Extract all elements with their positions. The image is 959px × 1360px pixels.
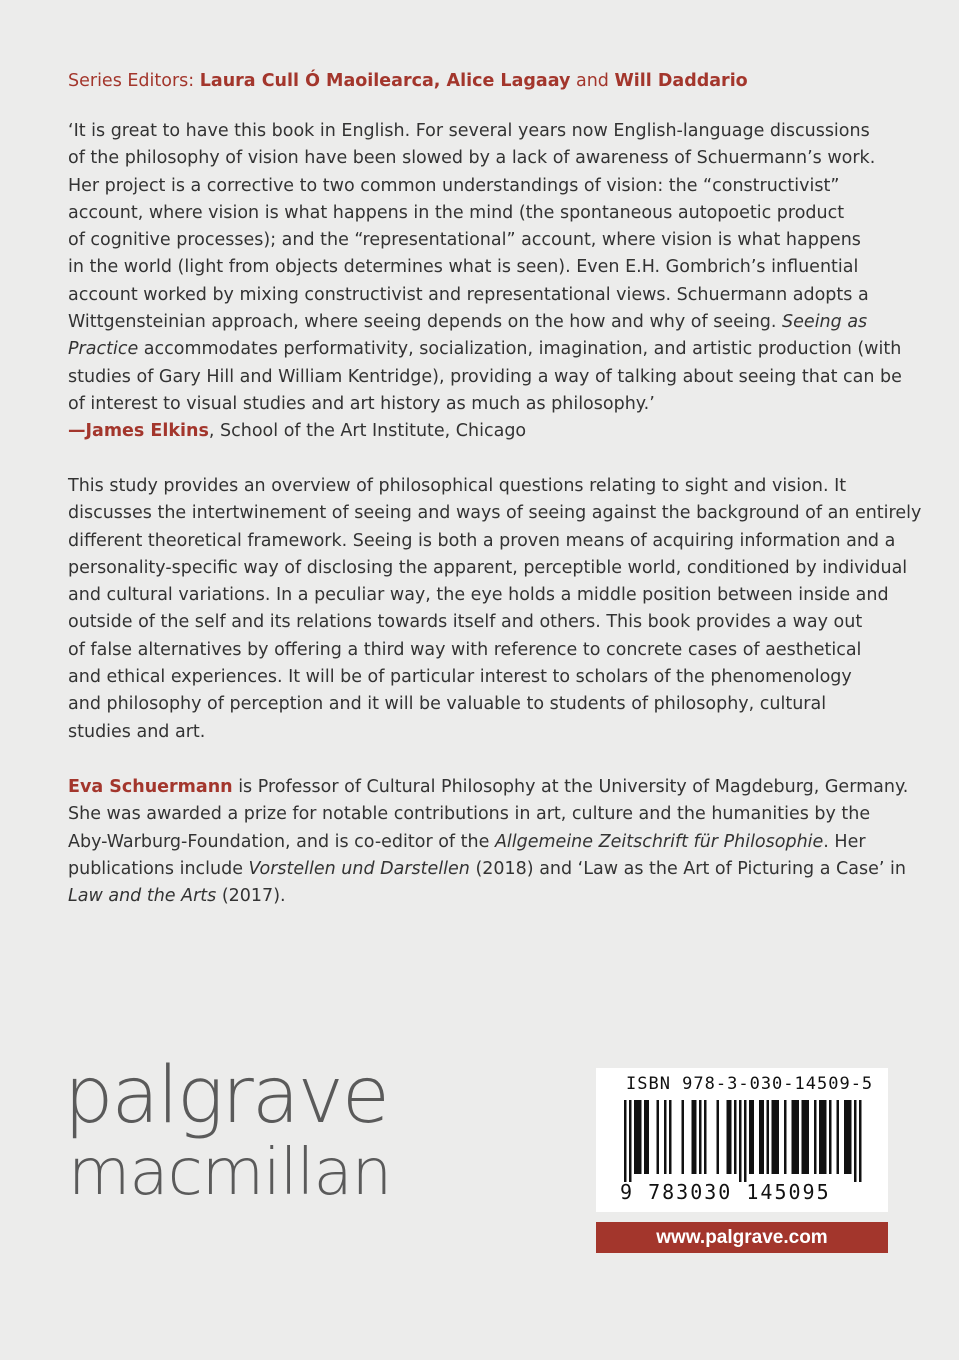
bio-text: Aby-Warburg-Foundation, and is co-editor of the bbox=[68, 831, 495, 852]
description-line: discusses the intertwinement of seeing and ways of seeing against the background of an entirely bbox=[68, 503, 922, 524]
quote-line: studies of Gary Hill and William Kentridge), providing a way of talking about seeing that can be bbox=[68, 366, 902, 387]
barcode-bar bbox=[752, 1100, 755, 1174]
barcode-bar bbox=[634, 1100, 637, 1174]
barcode-bar bbox=[804, 1100, 807, 1174]
barcode-bar bbox=[664, 1100, 667, 1174]
bio-text: . Her bbox=[823, 831, 866, 852]
barcode-bar bbox=[734, 1100, 737, 1174]
editor-separator: , bbox=[433, 71, 447, 91]
bio-line bbox=[68, 856, 906, 883]
publisher-logo bbox=[64, 1051, 392, 1210]
barcode-bar bbox=[814, 1100, 817, 1174]
series-editors bbox=[68, 68, 908, 94]
description-line: and ethical experiences. It will be of particular interest to scholars of the phenomenology bbox=[68, 667, 852, 688]
barcode-bar bbox=[744, 1100, 747, 1182]
barcode-bar bbox=[819, 1100, 822, 1174]
barcode-bar bbox=[797, 1100, 800, 1174]
barcode-bar bbox=[822, 1100, 825, 1174]
description-line: studies and art. bbox=[68, 721, 206, 742]
barcode-bar bbox=[844, 1100, 847, 1174]
barcode-bar bbox=[739, 1100, 742, 1182]
editor-name: Will Daddario bbox=[614, 71, 748, 91]
endorsement-quote bbox=[68, 118, 902, 446]
attribution-dash: — bbox=[68, 421, 86, 442]
logo-line-macmillan: macmillan bbox=[68, 1136, 392, 1210]
barcode-bar bbox=[847, 1100, 850, 1174]
author-bio bbox=[68, 774, 909, 910]
barcode-bar bbox=[767, 1100, 770, 1174]
quote-line: of interest to visual studies and art history as much as philosophy.’ bbox=[68, 393, 655, 414]
barcode-bar bbox=[772, 1100, 775, 1174]
barcode-bar bbox=[762, 1100, 765, 1174]
quote-attribution bbox=[68, 418, 893, 445]
book-title-italic: Practice bbox=[68, 339, 139, 360]
quote-text: Wittgensteinian approach, where seeing depends on the how and why of seeing. bbox=[68, 312, 783, 333]
barcode-bar bbox=[859, 1100, 862, 1182]
barcode-bar bbox=[774, 1100, 777, 1174]
quote-text: accommodates performativity, socialization, imagination, and artistic production (with bbox=[138, 339, 902, 360]
bio-line bbox=[68, 829, 893, 856]
barcode-bar bbox=[777, 1100, 780, 1174]
description-line: different theoretical framework. Seeing is both a proven means of acquiring information and a bbox=[68, 530, 896, 551]
barcode-bar bbox=[717, 1100, 720, 1174]
quote-line bbox=[68, 336, 902, 363]
quote-line: in the world (light from objects determines what is seen). Even E.H. Gombrich’s influential bbox=[68, 257, 859, 278]
barcode-bar bbox=[647, 1100, 650, 1174]
barcode-bar bbox=[669, 1100, 672, 1174]
barcode-bars bbox=[614, 1100, 870, 1182]
ean-digits: 9 783030 145095 bbox=[620, 1180, 831, 1204]
series-editors-label: Series Editors: bbox=[68, 71, 200, 91]
barcode-bar bbox=[829, 1100, 832, 1174]
bio-text: publications include bbox=[68, 858, 249, 879]
quote-line: ‘It is great to have this book in English. For several years now English-language discussions bbox=[68, 121, 870, 141]
bio-line bbox=[68, 774, 909, 801]
barcode-bar bbox=[624, 1100, 627, 1182]
book-title-italic: Law and the Arts bbox=[68, 886, 217, 907]
quote-line: of the philosophy of vision have been slowed by a lack of awareness of Schuermann’s work. bbox=[68, 148, 876, 169]
barcode-bar bbox=[802, 1100, 805, 1174]
barcode-bar bbox=[749, 1100, 752, 1174]
bio-text: (2018) and ‘Law as the Art of Picturing a Case’ in bbox=[469, 858, 906, 879]
description-line: of false alternatives by offering a third way with reference to concrete cases of aesthetical bbox=[68, 639, 862, 660]
bio-line: She was awarded a prize for notable contributions in art, culture and the humanities by the bbox=[68, 804, 871, 825]
publisher-website: www.palgrave.com bbox=[596, 1222, 888, 1253]
barcode-bar bbox=[854, 1100, 857, 1182]
barcode-bar bbox=[784, 1100, 787, 1174]
barcode-bar bbox=[644, 1100, 647, 1174]
description-line: and philosophy of perception and it will be valuable to students of philosophy, cultural bbox=[68, 694, 827, 715]
quote-line: of cognitive processes); and the “representational” account, where vision is what happens bbox=[68, 230, 861, 251]
quote-line: Her project is a corrective to two common understandings of vision: the “constructivist” bbox=[68, 175, 840, 196]
barcode-bar bbox=[807, 1100, 810, 1174]
quote-line bbox=[68, 309, 893, 336]
endorser-affiliation: , School of the Art Institute, Chicago bbox=[208, 421, 527, 442]
isbn-barcode bbox=[596, 1068, 888, 1212]
barcode-bar bbox=[849, 1100, 852, 1174]
barcode-bar bbox=[657, 1100, 660, 1174]
quote-line: account worked by mixing constructivist and representational views. Schuermann adopts a bbox=[68, 284, 869, 305]
author-name: Eva Schuermann bbox=[68, 777, 233, 797]
barcode-bar bbox=[729, 1100, 732, 1174]
book-description bbox=[68, 473, 922, 746]
journal-title-italic: Allgemeine Zeitschrift für Philosophie bbox=[494, 831, 824, 852]
editor-separator: and bbox=[570, 71, 615, 91]
book-title-italic: Vorstellen und Darstellen bbox=[248, 858, 470, 879]
bio-text: (2017). bbox=[216, 886, 286, 907]
barcode-bar bbox=[629, 1100, 632, 1182]
bio-text: is Professor of Cultural Philosophy at the University of Magdeburg, Germany. bbox=[232, 777, 909, 797]
barcode-bar bbox=[704, 1100, 707, 1174]
logo-line-palgrave: palgrave bbox=[64, 1051, 388, 1141]
barcode-bar bbox=[837, 1100, 840, 1174]
barcode-bar bbox=[727, 1100, 730, 1174]
bio-line bbox=[68, 883, 893, 910]
editor-name: Laura Cull Ó Maoilearca bbox=[199, 71, 434, 91]
barcode-bar bbox=[792, 1100, 795, 1174]
barcode-bar bbox=[794, 1100, 797, 1174]
description-line: outside of the self and its relations towards itself and others. This book provides a way out bbox=[68, 612, 863, 633]
isbn-label: ISBN 978-3-030-14509-5 bbox=[626, 1074, 874, 1094]
endorser-name: James Elkins bbox=[85, 421, 209, 442]
quote-line: account, where vision is what happens in the mind (the spontaneous autopoetic product bbox=[68, 202, 845, 223]
barcode-bar bbox=[692, 1100, 695, 1174]
book-title-italic: Seeing as bbox=[782, 312, 868, 333]
barcode-bar bbox=[639, 1100, 642, 1174]
barcode-bar bbox=[682, 1100, 685, 1174]
barcode-bar bbox=[694, 1100, 697, 1174]
barcode-bar bbox=[759, 1100, 762, 1174]
barcode-bar bbox=[637, 1100, 640, 1174]
description-line: This study provides an overview of philosophical questions relating to sight and vision. It bbox=[68, 476, 847, 496]
barcode-bar bbox=[699, 1100, 702, 1174]
description-line: personality-specific way of disclosing the apparent, perceptible world, conditioned by individual bbox=[68, 557, 908, 578]
description-line: and cultural variations. In a peculiar way, the eye holds a middle position between inside and bbox=[68, 585, 889, 606]
barcode-bar bbox=[824, 1100, 827, 1174]
editor-name: Alice Lagaay bbox=[446, 71, 571, 91]
